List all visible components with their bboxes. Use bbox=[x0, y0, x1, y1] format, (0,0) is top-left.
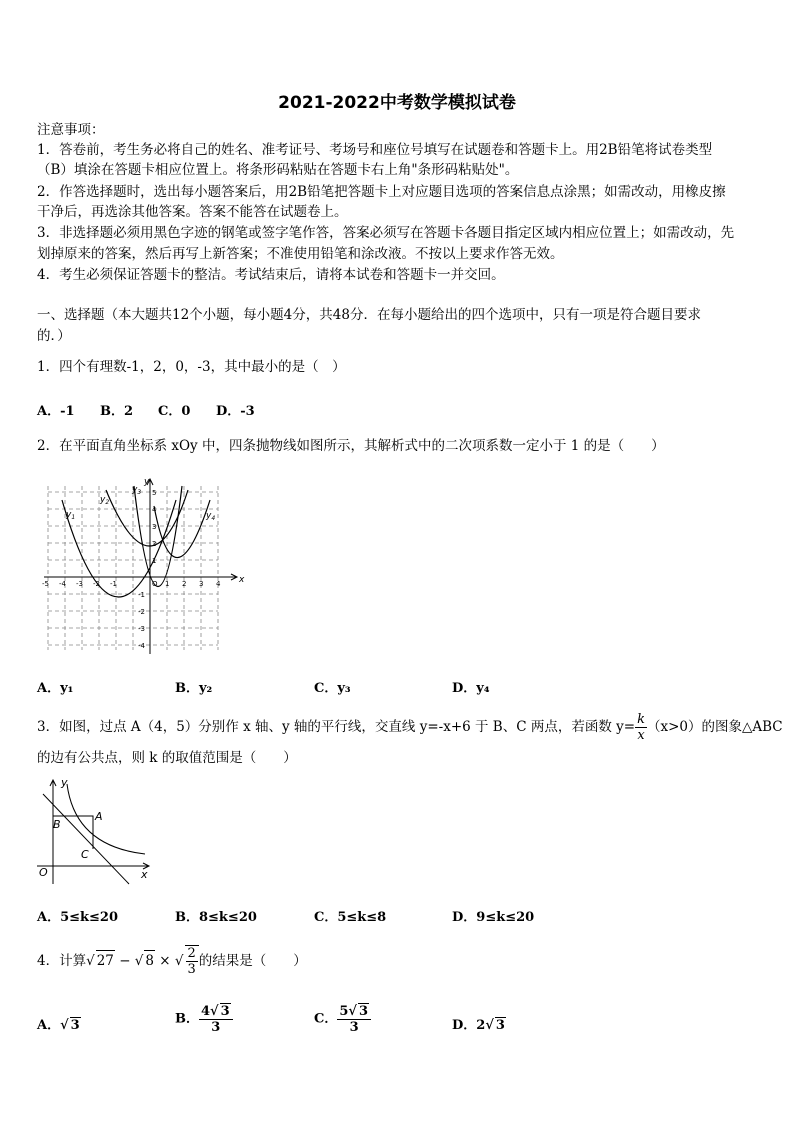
q1-option-c: C．0 bbox=[158, 404, 191, 419]
curve-label-y2: $y_2$ bbox=[100, 495, 110, 506]
q3-figure bbox=[35, 776, 155, 888]
q4-option-d: D．2√ 3 bbox=[452, 1018, 505, 1033]
x-axis-label: x bbox=[239, 575, 245, 585]
notice-line: 4．考生必须保证答题卡的整洁。考试结束后，请将本试卷和答题卡一并交回。 bbox=[37, 267, 505, 283]
svg-text:2: 2 bbox=[152, 540, 157, 548]
svg-text:O: O bbox=[39, 866, 48, 879]
q1-option-b: B．2 bbox=[100, 404, 134, 419]
q4-option-c: C． $\frac{5√ 3}{3}$ bbox=[314, 1003, 371, 1035]
svg-text:3: 3 bbox=[152, 523, 157, 531]
svg-text:1: 1 bbox=[165, 580, 170, 588]
q1-stem: 1．四个有理数-1，2，0，-3，其中最小的是（ ） bbox=[37, 359, 346, 375]
svg-text:5: 5 bbox=[152, 489, 157, 497]
q3-option-a: A．5≤k≤20 bbox=[37, 910, 119, 925]
svg-text:4: 4 bbox=[216, 580, 221, 588]
svg-text:3: 3 bbox=[199, 580, 204, 588]
notice-line: 1．答卷前，考生务必将自己的姓名、准考证号、考场号和座位号填写在试题卷和答题卡上。用2B铅笔将试卷类型 bbox=[37, 142, 713, 158]
svg-text:-4: -4 bbox=[138, 642, 145, 650]
svg-text:-4: -4 bbox=[59, 580, 66, 588]
svg-text:4: 4 bbox=[152, 506, 157, 514]
svg-text:-2: -2 bbox=[93, 580, 100, 588]
q2-option-c: C．y₃ bbox=[314, 681, 351, 696]
page-title: 2021-2022中考数学模拟试卷 bbox=[278, 93, 516, 113]
curve-label-y4: $y_4$ bbox=[206, 511, 216, 522]
curve-label-y1: $y_1$ bbox=[66, 510, 76, 521]
notice-line: 干净后，再选涂其他答案。答案不能答在试题卷上。 bbox=[37, 204, 348, 220]
svg-text:-1: -1 bbox=[138, 591, 145, 599]
notice-line: （B）填涂在答题卡相应位置上。将条形码粘贴在答题卡右上角"条形码粘贴处"。 bbox=[37, 162, 519, 178]
q3-option-d: D．9≤k≤20 bbox=[452, 910, 535, 925]
notice-line: 2．作答选择题时，选出每小题答案后，用2B铅笔把答题卡上对应题目选项的答案信息点涂黑；如需改动，用橡皮擦 bbox=[37, 184, 726, 200]
q2-option-d: D．y₄ bbox=[452, 681, 490, 696]
q3-option-b: B．8≤k≤20 bbox=[175, 910, 257, 925]
q4-option-b: B． $\frac{4√ 3}{3}$ bbox=[175, 1003, 233, 1035]
q4-option-a: A．√ 3 bbox=[37, 1018, 80, 1033]
section-heading: 一、选择题（本大题共12个小题，每小题4分，共48分．在每小题给出的四个选项中，只有一项是符合题目要求 bbox=[37, 307, 701, 323]
svg-text:-3: -3 bbox=[76, 580, 83, 588]
svg-text:x: x bbox=[141, 868, 148, 881]
svg-text:-5: -5 bbox=[42, 580, 49, 588]
notice-heading: 注意事项： bbox=[37, 122, 105, 138]
svg-text:1: 1 bbox=[152, 557, 157, 565]
q1-option-d: D．-3 bbox=[216, 404, 255, 419]
y-axis-label: y bbox=[144, 478, 150, 487]
svg-text:2: 2 bbox=[182, 580, 187, 588]
svg-text:O: O bbox=[152, 580, 158, 588]
svg-text:-3: -3 bbox=[138, 625, 145, 633]
section-heading-cont: 的．） bbox=[37, 328, 71, 344]
q3-stem: 3．如图，过点 A（4，5）分别作 x 轴、y 轴的平行线，交直线 y=-x+6 于 B、C 两点，若函数 y= $\frac{k}{x}$ （x>0）的图象△ABC bbox=[37, 712, 783, 743]
notice-line: 划掉原来的答案，然后再写上新答案；不准使用铅笔和涂改液。不按以上要求作答无效。 bbox=[37, 246, 564, 262]
q4-stem: 4．计算√ 27 − √ 8 × √ $\frac{2}{3}$ 的结果是（ ） bbox=[37, 946, 307, 977]
svg-text:-2: -2 bbox=[138, 608, 145, 616]
q2-stem: 2．在平面直角坐标系 xOy 中，四条抛物线如图所示，其解析式中的二次项系数一定小于 1 的是（ ） bbox=[37, 438, 665, 454]
q2-option-a: A．y₁ bbox=[37, 681, 74, 696]
svg-text:-1: -1 bbox=[110, 580, 117, 588]
svg-text:y: y bbox=[61, 776, 68, 789]
q3-option-c: C．5≤k≤8 bbox=[314, 910, 387, 925]
svg-text:B: B bbox=[53, 818, 61, 831]
notice-line: 3．非选择题必须用黑色字迹的钢笔或签字笔作答，答案必须写在答题卡各题目指定区域内相应位置上；如需改动，先 bbox=[37, 225, 735, 241]
q2-option-b: B．y₂ bbox=[175, 681, 213, 696]
q2-parabola-figure bbox=[40, 478, 245, 658]
svg-text:C: C bbox=[81, 848, 89, 861]
q3-stem-cont: 的边有公共点，则 k 的取值范围是（ ） bbox=[37, 750, 297, 766]
svg-text:A: A bbox=[95, 810, 103, 823]
curve-label-y3: $y_3$ bbox=[132, 485, 142, 496]
q1-option-a: A．-1 bbox=[37, 404, 75, 419]
